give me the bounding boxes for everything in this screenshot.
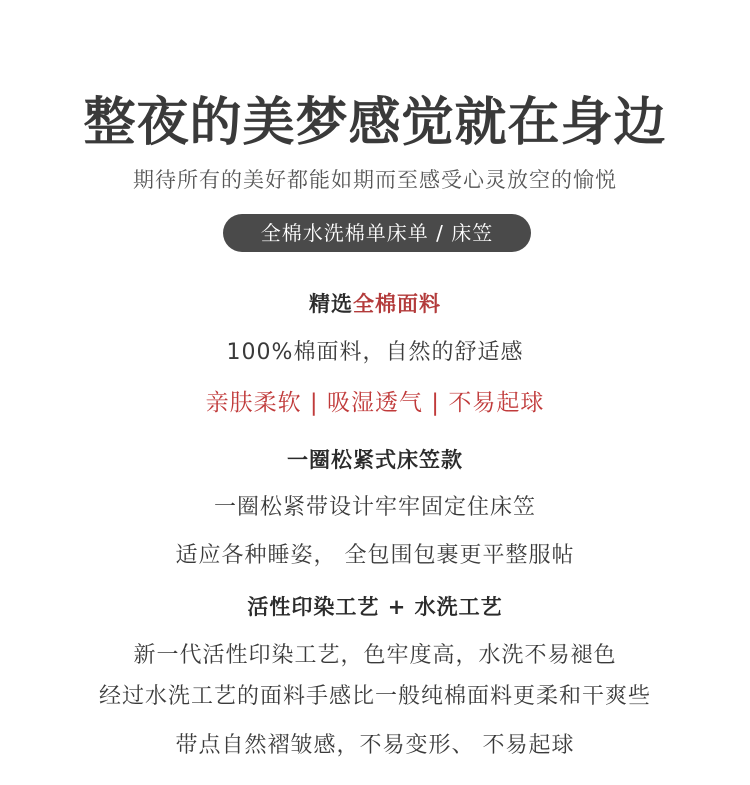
product-tag-badge: 全棉水洗棉单床单 / 床笠 [223,214,531,252]
process-line-2: 经过水洗工艺的面料手感比一般纯棉面料更柔和干爽些 [98,684,651,709]
fitted-style-line-1: 一圈松紧带设计牢牢固定住床笠 [213,495,536,520]
process-line-3: 带点自然褶皱感，不易变形、 不易起球 [175,733,575,758]
fitted-style-line-2: 适应各种睡姿， 全包围包裹更平整服帖 [175,543,575,568]
process-heading: 活性印染工艺 + 水洗工艺 [247,595,503,619]
fabric-description: 100%棉面料，自然的舒适感 [226,340,524,365]
fabric-heading-prefix: 精选 [309,292,353,316]
fabric-features: 亲肤柔软 | 吸湿透气 | 不易起球 [205,390,545,416]
fitted-style-heading: 一圈松紧式床笠款 [287,448,463,472]
page-title: 整夜的美梦感觉就在身边 [83,93,667,153]
fabric-heading-accent: 全棉面料 [353,292,441,316]
process-line-1: 新一代活性印染工艺，色牢度高，水洗不易褪色 [133,643,617,668]
fabric-heading [0,289,750,319]
page-subtitle: 期待所有的美好都能如期而至感受心灵放空的愉悦 [133,168,617,192]
